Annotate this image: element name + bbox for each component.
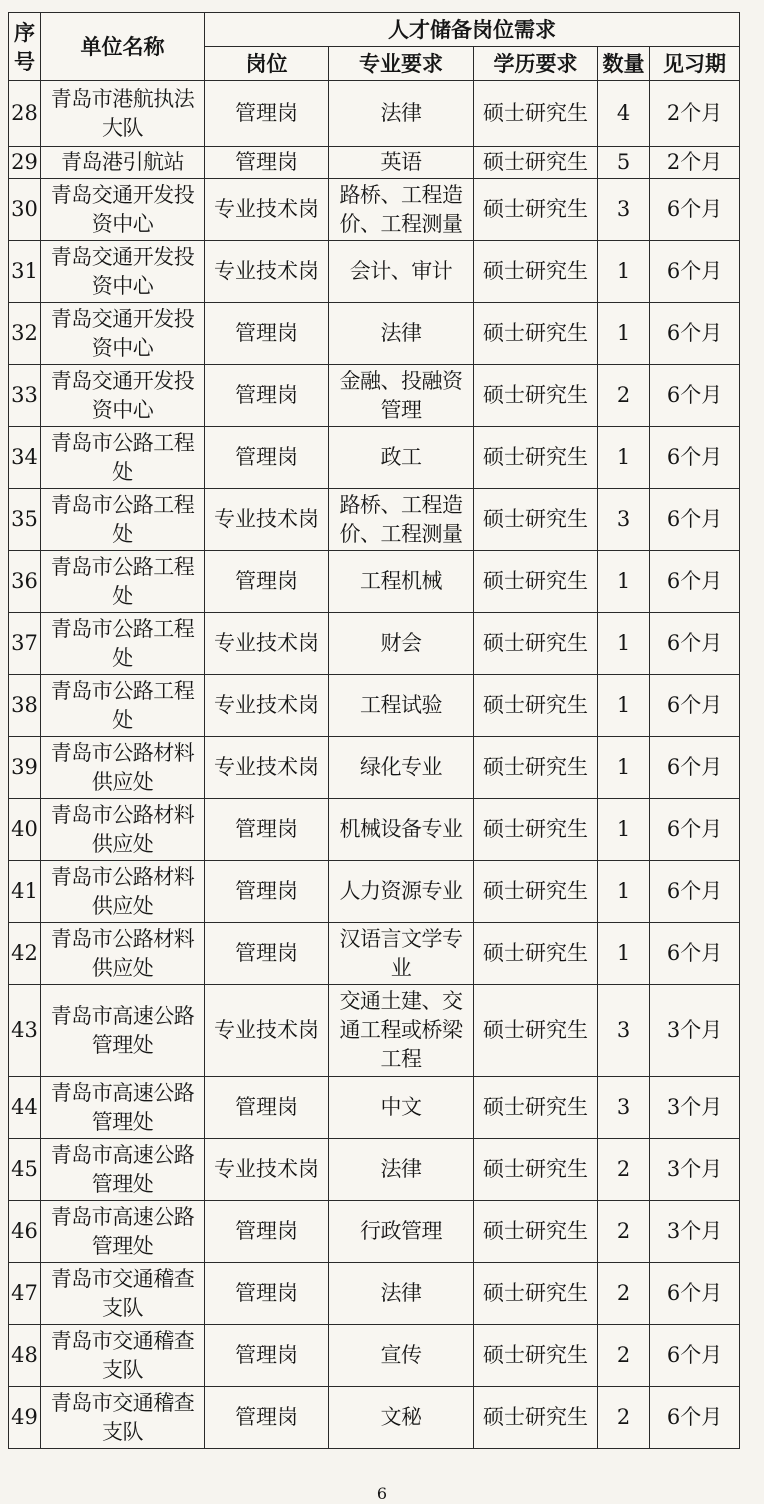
row-edu: 硕士研究生 — [474, 147, 598, 179]
row-seq: 42 — [9, 923, 41, 985]
row-count: 3 — [598, 985, 650, 1077]
row-unit: 青岛市交通稽查支队 — [41, 1325, 205, 1387]
table-row — [9, 737, 740, 799]
row-edu: 硕士研究生 — [474, 675, 598, 737]
row-major: 财会 — [329, 613, 474, 675]
row-seq: 40 — [9, 799, 41, 861]
row-period: 6个月 — [650, 365, 740, 427]
row-count: 2 — [598, 1263, 650, 1325]
row-major: 绿化专业 — [329, 737, 474, 799]
row-seq: 29 — [9, 147, 41, 179]
table-row — [9, 1387, 740, 1449]
row-major: 工程试验 — [329, 675, 474, 737]
row-seq: 37 — [9, 613, 41, 675]
row-period: 6个月 — [650, 303, 740, 365]
header-edu: 学历要求 — [474, 47, 598, 81]
row-unit: 青岛市公路工程处 — [41, 551, 205, 613]
row-post: 专业技术岗 — [205, 179, 329, 241]
row-unit: 青岛市高速公路管理处 — [41, 1077, 205, 1139]
row-count: 1 — [598, 241, 650, 303]
table-row — [9, 365, 740, 427]
row-edu: 硕士研究生 — [474, 427, 598, 489]
table-row — [9, 675, 740, 737]
row-major: 法律 — [329, 81, 474, 147]
row-period: 6个月 — [650, 923, 740, 985]
row-period: 3个月 — [650, 1139, 740, 1201]
row-seq: 30 — [9, 179, 41, 241]
row-unit: 青岛港引航站 — [41, 147, 205, 179]
row-seq: 33 — [9, 365, 41, 427]
table-row — [9, 303, 740, 365]
row-post: 管理岗 — [205, 303, 329, 365]
row-count: 1 — [598, 675, 650, 737]
row-edu: 硕士研究生 — [474, 1139, 598, 1201]
row-count: 1 — [598, 613, 650, 675]
header-post: 岗位 — [205, 47, 329, 81]
row-post: 管理岗 — [205, 861, 329, 923]
row-post: 管理岗 — [205, 1077, 329, 1139]
row-edu: 硕士研究生 — [474, 1201, 598, 1263]
row-edu: 硕士研究生 — [474, 179, 598, 241]
row-unit: 青岛市高速公路管理处 — [41, 1139, 205, 1201]
header-row-top — [9, 13, 740, 47]
row-post: 管理岗 — [205, 551, 329, 613]
header-group: 人才储备岗位需求 — [205, 13, 740, 47]
row-unit: 青岛市公路工程处 — [41, 613, 205, 675]
row-edu: 硕士研究生 — [474, 1325, 598, 1387]
header-count: 数量 — [598, 47, 650, 81]
row-count: 2 — [598, 365, 650, 427]
row-post: 专业技术岗 — [205, 985, 329, 1077]
row-post: 管理岗 — [205, 799, 329, 861]
row-seq: 45 — [9, 1139, 41, 1201]
row-post: 专业技术岗 — [205, 1139, 329, 1201]
row-period: 2个月 — [650, 147, 740, 179]
row-period: 6个月 — [650, 799, 740, 861]
row-post: 专业技术岗 — [205, 613, 329, 675]
row-seq: 28 — [9, 81, 41, 147]
row-seq: 43 — [9, 985, 41, 1077]
table-row — [9, 861, 740, 923]
row-edu: 硕士研究生 — [474, 489, 598, 551]
table-row — [9, 81, 740, 147]
header-period: 见习期 — [650, 47, 740, 81]
row-period: 6个月 — [650, 489, 740, 551]
table-body — [9, 81, 740, 1449]
row-post: 专业技术岗 — [205, 675, 329, 737]
row-unit: 青岛市公路工程处 — [41, 489, 205, 551]
row-count: 1 — [598, 923, 650, 985]
row-seq: 46 — [9, 1201, 41, 1263]
row-unit: 青岛交通开发投资中心 — [41, 365, 205, 427]
row-post: 管理岗 — [205, 147, 329, 179]
row-seq: 47 — [9, 1263, 41, 1325]
row-unit: 青岛市公路材料供应处 — [41, 799, 205, 861]
row-period: 6个月 — [650, 675, 740, 737]
table-row — [9, 427, 740, 489]
row-period: 6个月 — [650, 241, 740, 303]
row-major: 路桥、工程造价、工程测量 — [329, 489, 474, 551]
row-edu: 硕士研究生 — [474, 81, 598, 147]
row-count: 3 — [598, 179, 650, 241]
page-number: 6 — [376, 1484, 388, 1503]
row-post: 管理岗 — [205, 1201, 329, 1263]
row-post: 管理岗 — [205, 1263, 329, 1325]
row-count: 1 — [598, 861, 650, 923]
row-count: 2 — [598, 1201, 650, 1263]
row-period: 2个月 — [650, 81, 740, 147]
row-period: 6个月 — [650, 861, 740, 923]
row-count: 1 — [598, 551, 650, 613]
row-period: 6个月 — [650, 551, 740, 613]
row-major: 金融、投融资管理 — [329, 365, 474, 427]
row-period: 6个月 — [650, 737, 740, 799]
table-row — [9, 147, 740, 179]
row-seq: 35 — [9, 489, 41, 551]
row-period: 3个月 — [650, 985, 740, 1077]
row-major: 法律 — [329, 1263, 474, 1325]
row-unit: 青岛交通开发投资中心 — [41, 303, 205, 365]
row-edu: 硕士研究生 — [474, 923, 598, 985]
row-seq: 41 — [9, 861, 41, 923]
table-row — [9, 1077, 740, 1139]
row-seq: 39 — [9, 737, 41, 799]
row-count: 2 — [598, 1325, 650, 1387]
row-seq: 32 — [9, 303, 41, 365]
table-row — [9, 551, 740, 613]
table-row — [9, 489, 740, 551]
table-row — [9, 985, 740, 1077]
row-edu: 硕士研究生 — [474, 1263, 598, 1325]
table-row — [9, 179, 740, 241]
row-unit: 青岛市公路材料供应处 — [41, 861, 205, 923]
row-seq: 34 — [9, 427, 41, 489]
row-unit: 青岛市高速公路管理处 — [41, 985, 205, 1077]
row-seq: 49 — [9, 1387, 41, 1449]
row-unit: 青岛市交通稽查支队 — [41, 1387, 205, 1449]
row-post: 管理岗 — [205, 923, 329, 985]
row-count: 4 — [598, 81, 650, 147]
row-period: 6个月 — [650, 427, 740, 489]
row-major: 宣传 — [329, 1325, 474, 1387]
row-edu: 硕士研究生 — [474, 241, 598, 303]
row-edu: 硕士研究生 — [474, 303, 598, 365]
row-count: 3 — [598, 489, 650, 551]
row-edu: 硕士研究生 — [474, 613, 598, 675]
row-unit: 青岛市公路工程处 — [41, 675, 205, 737]
row-count: 1 — [598, 737, 650, 799]
row-seq: 31 — [9, 241, 41, 303]
row-edu: 硕士研究生 — [474, 737, 598, 799]
row-period: 6个月 — [650, 1325, 740, 1387]
row-major: 文秘 — [329, 1387, 474, 1449]
row-unit: 青岛市交通稽查支队 — [41, 1263, 205, 1325]
row-period: 6个月 — [650, 613, 740, 675]
talent-reserve-table — [8, 12, 740, 1449]
table-row — [9, 1139, 740, 1201]
row-major: 机械设备专业 — [329, 799, 474, 861]
row-period: 6个月 — [650, 1387, 740, 1449]
row-count: 3 — [598, 1077, 650, 1139]
row-post: 管理岗 — [205, 1325, 329, 1387]
row-post: 专业技术岗 — [205, 241, 329, 303]
row-major: 交通土建、交通工程或桥梁工程 — [329, 985, 474, 1077]
row-period: 6个月 — [650, 1263, 740, 1325]
row-period: 3个月 — [650, 1201, 740, 1263]
row-major: 法律 — [329, 1139, 474, 1201]
row-major: 英语 — [329, 147, 474, 179]
row-count: 2 — [598, 1139, 650, 1201]
row-count: 1 — [598, 799, 650, 861]
row-unit: 青岛交通开发投资中心 — [41, 179, 205, 241]
row-unit: 青岛市公路材料供应处 — [41, 737, 205, 799]
row-count: 1 — [598, 427, 650, 489]
header-major: 专业要求 — [329, 47, 474, 81]
row-major: 人力资源专业 — [329, 861, 474, 923]
row-edu: 硕士研究生 — [474, 861, 598, 923]
row-seq: 44 — [9, 1077, 41, 1139]
row-edu: 硕士研究生 — [474, 799, 598, 861]
row-period: 6个月 — [650, 179, 740, 241]
row-unit: 青岛市公路工程处 — [41, 427, 205, 489]
row-major: 会计、审计 — [329, 241, 474, 303]
table-row — [9, 1325, 740, 1387]
row-major: 政工 — [329, 427, 474, 489]
row-major: 汉语言文学专业 — [329, 923, 474, 985]
row-period: 3个月 — [650, 1077, 740, 1139]
row-post: 管理岗 — [205, 1387, 329, 1449]
row-edu: 硕士研究生 — [474, 985, 598, 1077]
row-unit: 青岛交通开发投资中心 — [41, 241, 205, 303]
row-unit: 青岛市港航执法大队 — [41, 81, 205, 147]
row-major: 中文 — [329, 1077, 474, 1139]
row-post: 管理岗 — [205, 427, 329, 489]
table-row — [9, 241, 740, 303]
row-post: 管理岗 — [205, 365, 329, 427]
header-seq: 序号 — [9, 13, 41, 81]
row-count: 5 — [598, 147, 650, 179]
row-post: 管理岗 — [205, 81, 329, 147]
row-major: 工程机械 — [329, 551, 474, 613]
row-major: 行政管理 — [329, 1201, 474, 1263]
row-post: 专业技术岗 — [205, 737, 329, 799]
row-edu: 硕士研究生 — [474, 1387, 598, 1449]
table-row — [9, 1201, 740, 1263]
row-edu: 硕士研究生 — [474, 365, 598, 427]
row-edu: 硕士研究生 — [474, 1077, 598, 1139]
table-row — [9, 613, 740, 675]
row-unit: 青岛市公路材料供应处 — [41, 923, 205, 985]
row-count: 1 — [598, 303, 650, 365]
row-seq: 36 — [9, 551, 41, 613]
row-count: 2 — [598, 1387, 650, 1449]
table-row — [9, 923, 740, 985]
table-row — [9, 1263, 740, 1325]
row-edu: 硕士研究生 — [474, 551, 598, 613]
row-major: 法律 — [329, 303, 474, 365]
row-unit: 青岛市高速公路管理处 — [41, 1201, 205, 1263]
row-seq: 38 — [9, 675, 41, 737]
table-row — [9, 799, 740, 861]
row-seq: 48 — [9, 1325, 41, 1387]
row-post: 专业技术岗 — [205, 489, 329, 551]
row-major: 路桥、工程造价、工程测量 — [329, 179, 474, 241]
header-unit: 单位名称 — [41, 13, 205, 81]
